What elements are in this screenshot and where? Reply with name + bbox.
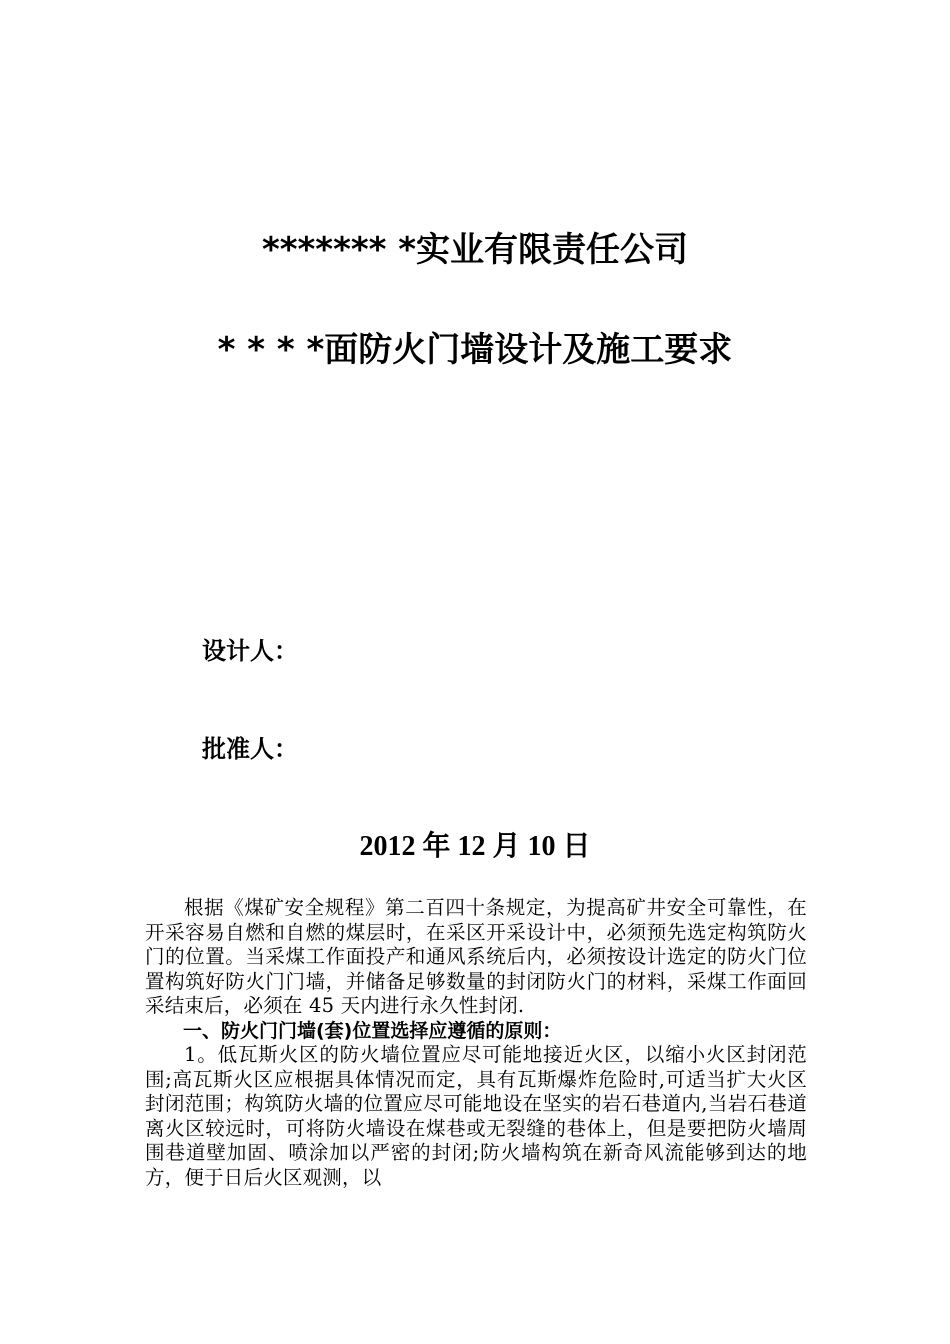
company-title: ******* *实业有限责任公司 [261, 230, 689, 270]
approver-label: 批准人： [202, 735, 298, 763]
section-item-paragraph: 1。低瓦斯火区的防火墙位置应尽可能地接近火区，以缩小火区封闭范围;高瓦斯火区应根据具体情况而定，具有瓦斯爆炸危险时,可适当扩大火区封闭范围；构筑防火墙的位置应尽可能地设在坚实的岩石巷道内,当岩石巷道离火区较远时，可将防火墙设在煤巷或无裂缝的巷体上，但是要把防火墙周围巷道壁加固、喷涂加以严密的封闭;防火墙构筑在新奇风流能够到达的地方，便于日后火区观测，以 [145, 1043, 807, 1189]
intro-paragraph: 根据《煤矿安全规程》第二百四十条规定，为提高矿井安全可靠性，在开采容易自燃和自燃的煤层时，在采区开采设计中，必须预先选定构筑防火门的位置。当采煤工作面投产和通风系统后内，必须按设计选定的防火门位置构筑好防火门门墙，并储备足够数量的封闭防火门的材料，采煤工作面回采结束后，必须在 45 天内进行永久性封闭. [145, 896, 807, 1017]
document-body [145, 896, 807, 1190]
designer-label: 设计人： [202, 637, 298, 665]
document-date: 2012 年 12 月 10 日 [359, 831, 591, 862]
document-title: * * * *面防火门墙设计及施工要求 [217, 330, 733, 370]
section-heading: 一、防火门门墙(套)位置选择应遵循的原则： [183, 1019, 562, 1042]
